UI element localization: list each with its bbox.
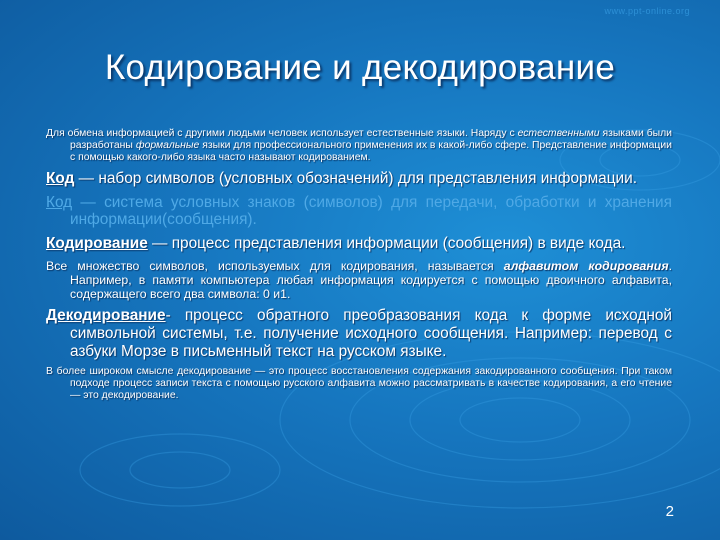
alphabet-emphasis: алфавитом кодирования xyxy=(503,258,669,273)
code-definition-1-text: — набор символов (условных обозначений) для представления информации. xyxy=(74,169,637,187)
decoding-definition-text: - процесс обратного преобразования кода к форме исходной символьной системы, т.е. получение исходного сообщения. Например: перевод с азбуки Морзе в письменный текст на русском языке. xyxy=(70,307,672,360)
code-definition-2 xyxy=(46,194,672,229)
decoding-broad-paragraph xyxy=(46,366,672,402)
alphabet-paragraph xyxy=(46,259,672,301)
decoding-broad-text: В более широком смысле декодирование — это процесс восстановления содержания закодированного сообщения. При таком подходе процесс записи текста с помощью русского алфавита можно рассматривать в качестве кодирования, а его чтение — это декодирование. xyxy=(46,366,672,402)
intro-text-1: Для обмена информацией с другими людьми человек использует естественные языки. Наряду с xyxy=(46,128,518,139)
intro-paragraph xyxy=(46,128,672,164)
encoding-definition xyxy=(46,235,672,253)
code-definition-1 xyxy=(46,170,672,188)
intro-emphasis-1: естественными xyxy=(517,128,600,139)
code-definition-2-text: — система условных знаков (символов) для передачи, обработки и хранения информации(сообщения). xyxy=(70,193,672,229)
slide-title: Кодирование и декодирование xyxy=(104,48,616,87)
page-number: 2 xyxy=(665,503,674,520)
alphabet-text-1: Все множество символов, используемых для кодирования, называется xyxy=(46,258,504,273)
encoding-definition-text: — процесс представления информации (сообщения) в виде кода. xyxy=(147,234,626,252)
watermark-text: www.ppt-online.org xyxy=(604,6,690,16)
intro-text-2: языками были разработаны xyxy=(70,128,672,151)
term-encoding: Кодирование xyxy=(46,234,148,252)
decoding-definition xyxy=(46,307,672,360)
term-decoding: Декодирование xyxy=(46,307,166,325)
intro-emphasis-2: формальные xyxy=(135,139,200,151)
intro-text-3: языки для профессионального применения их в какой-либо сфере. Представление информации с помощью какого-либо языка часто называют кодированием. xyxy=(70,139,672,163)
alphabet-text-2: . Например, в памяти компьютера любая информация кодируется с помощью двоичного алфавита, содержащего всего два символа: 0 и1. xyxy=(70,258,672,301)
slide-content xyxy=(46,128,672,408)
term-code-2: Код xyxy=(46,193,73,211)
term-code-1: Код xyxy=(46,169,75,187)
